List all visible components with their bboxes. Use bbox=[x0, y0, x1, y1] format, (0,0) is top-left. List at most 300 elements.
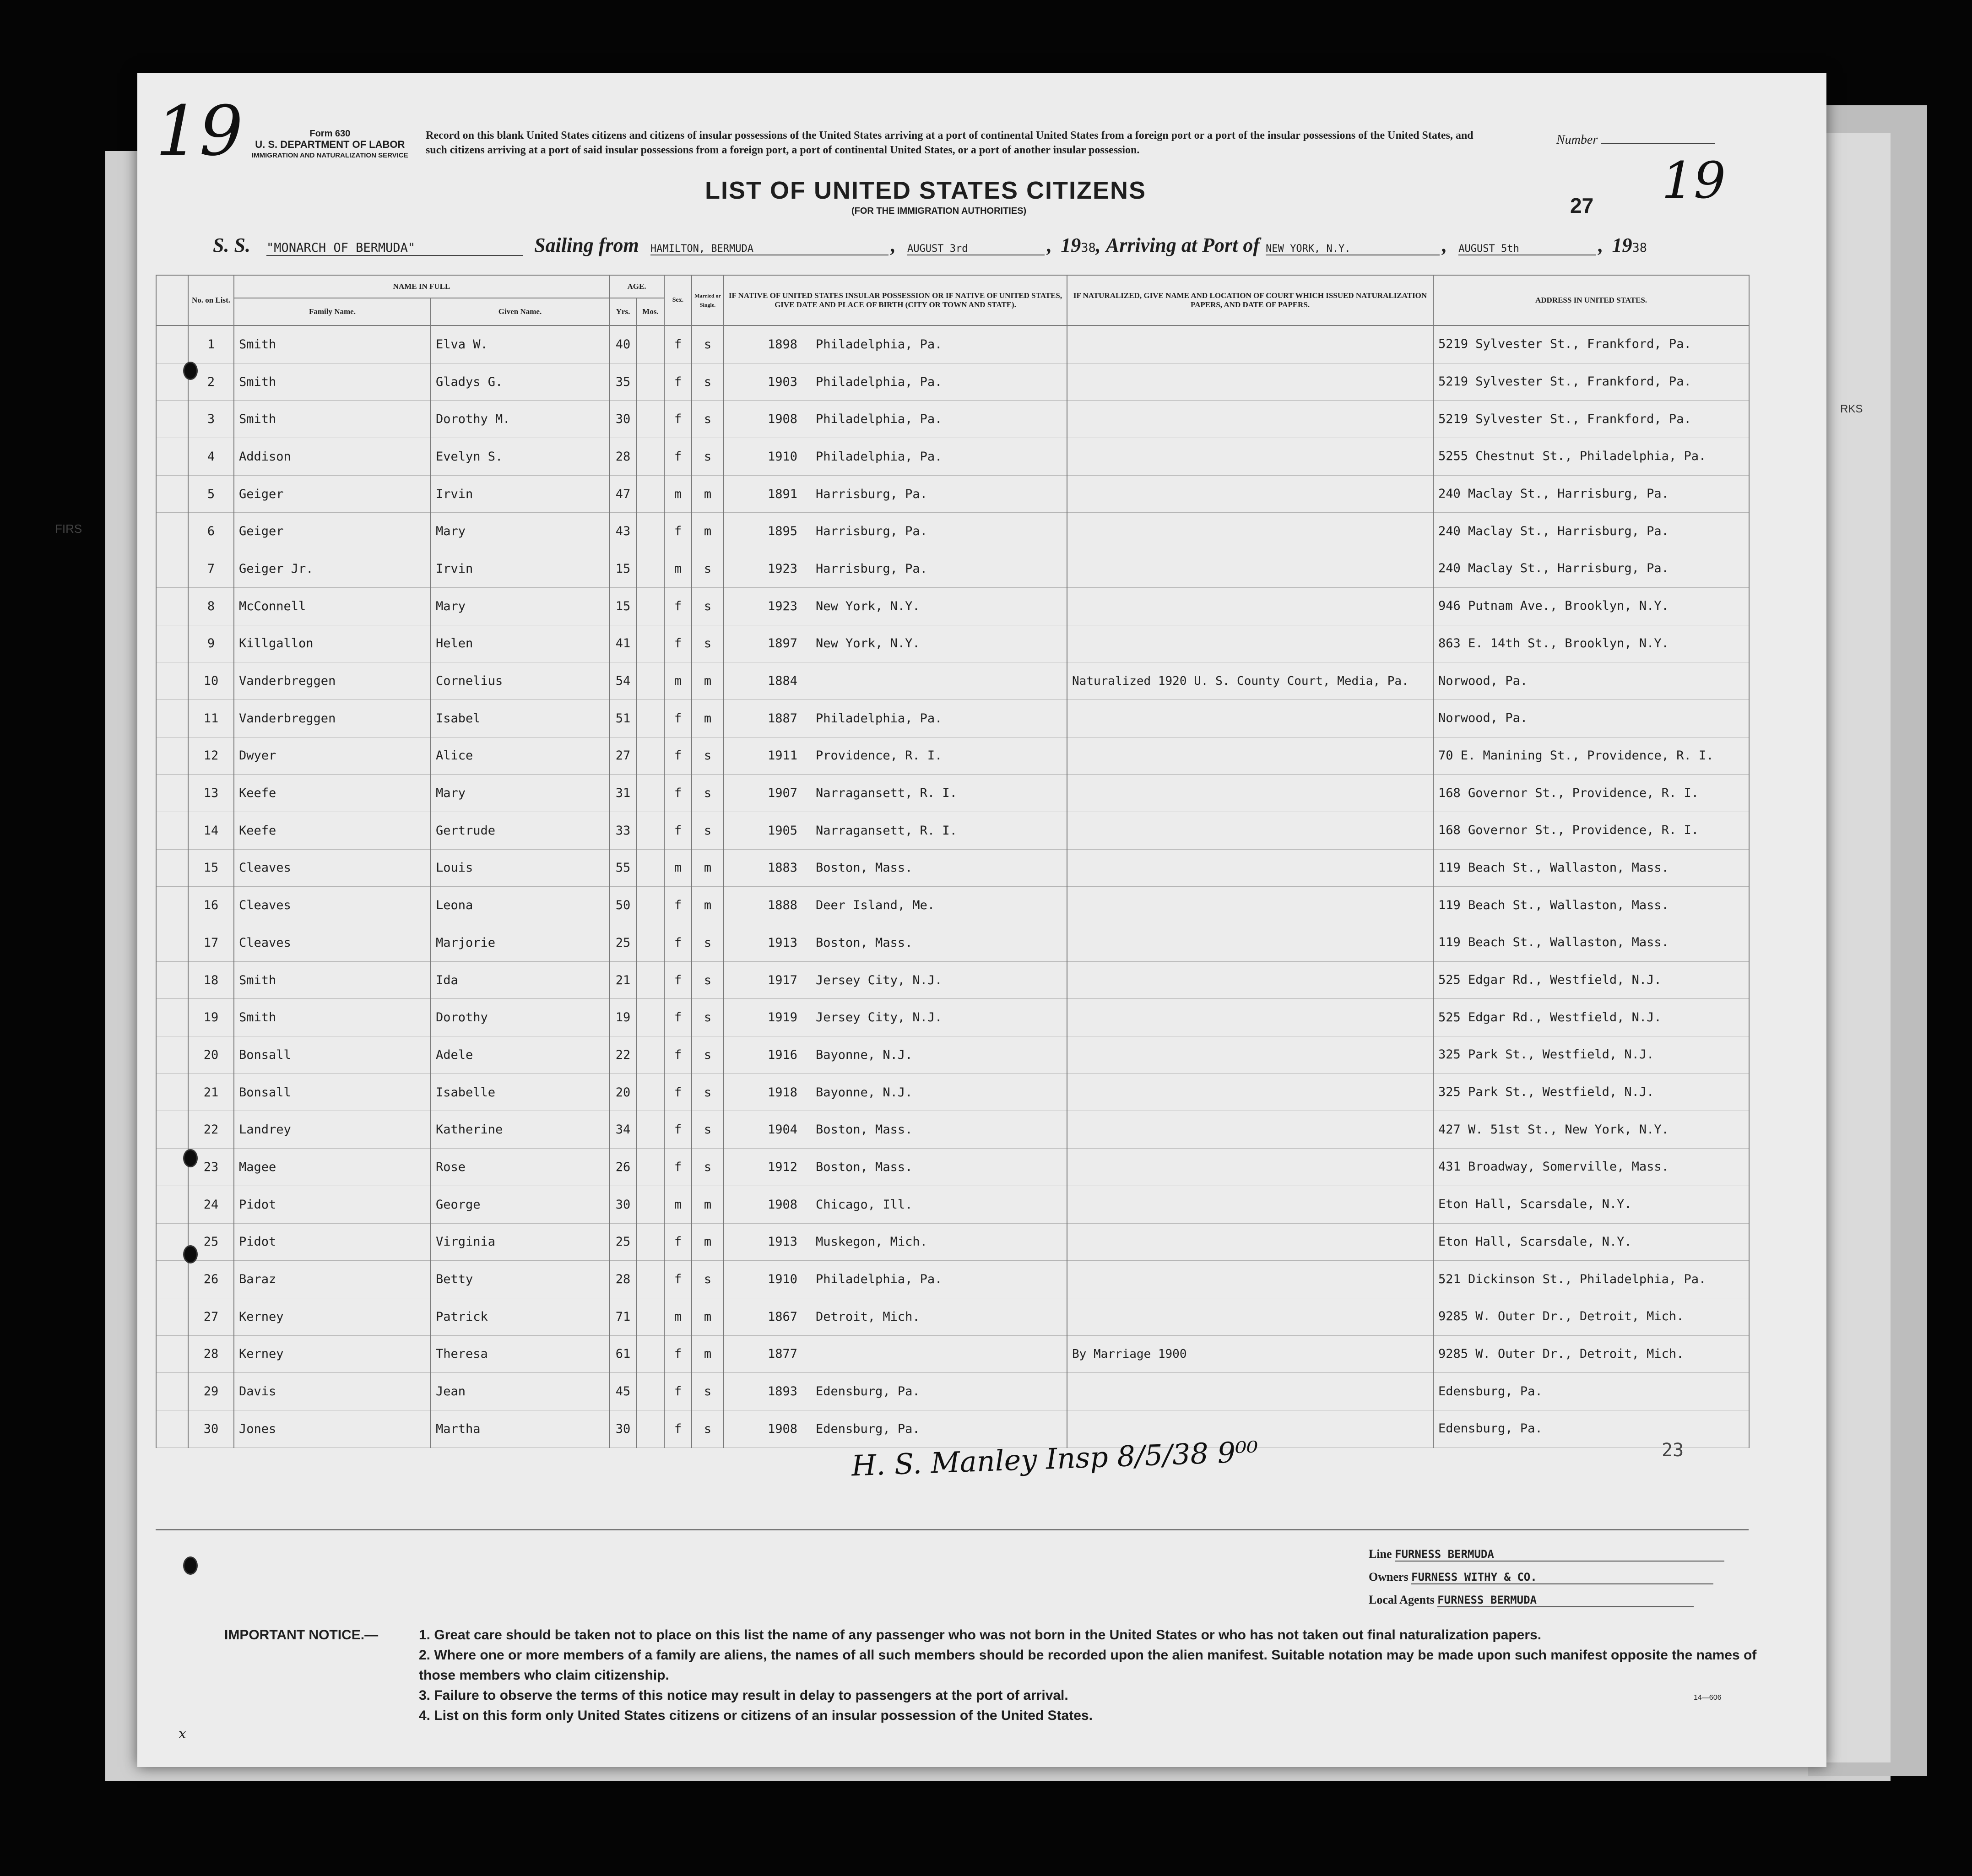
line-label: Line bbox=[1369, 1547, 1392, 1561]
naturalization-info bbox=[1067, 1261, 1433, 1298]
age-years: 61 bbox=[609, 1335, 637, 1373]
birth-year: 1877 bbox=[767, 1347, 798, 1361]
notice-list bbox=[419, 1625, 1774, 1726]
header-yrs: Yrs. bbox=[609, 298, 637, 325]
family-name: Baraz bbox=[234, 1261, 431, 1298]
birth-place: Providence, R. I. bbox=[816, 748, 943, 763]
age-years: 35 bbox=[609, 363, 637, 401]
address-text: 427 W. 51st St., New York, N.Y. bbox=[1438, 1122, 1669, 1137]
margin-cell bbox=[156, 1261, 188, 1298]
margin-cell bbox=[156, 1186, 188, 1223]
birth-info bbox=[724, 849, 1067, 887]
birth-place: Detroit, Mich. bbox=[816, 1309, 920, 1324]
marital-status: m bbox=[692, 699, 724, 737]
naturalization-info bbox=[1067, 1223, 1433, 1261]
age-years: 50 bbox=[609, 887, 637, 924]
address-text: 5219 Sylvester St., Frankford, Pa. bbox=[1438, 337, 1691, 352]
table-row bbox=[156, 887, 1749, 924]
naturalization-text: By Marriage 1900 bbox=[1072, 1347, 1187, 1361]
sex: f bbox=[664, 325, 692, 363]
marital-status: m bbox=[692, 1335, 724, 1373]
address bbox=[1433, 924, 1749, 962]
birth-info bbox=[724, 775, 1067, 812]
row-number: 18 bbox=[188, 961, 234, 999]
row-number: 4 bbox=[188, 438, 234, 476]
margin-cell bbox=[156, 513, 188, 550]
given-name: Helen bbox=[431, 625, 609, 662]
address bbox=[1433, 325, 1749, 363]
age-months bbox=[637, 625, 664, 662]
table-row bbox=[156, 1410, 1749, 1448]
row-number: 14 bbox=[188, 812, 234, 849]
birth-place: New York, N.Y. bbox=[816, 599, 920, 613]
row-number: 2 bbox=[188, 363, 234, 401]
passenger-table bbox=[156, 275, 1750, 1448]
table-row bbox=[156, 699, 1749, 737]
birth-year: 1897 bbox=[767, 636, 798, 651]
birth-year: 1905 bbox=[767, 823, 798, 838]
table-row bbox=[156, 961, 1749, 999]
birth-year: 1883 bbox=[767, 861, 798, 875]
family-name: Geiger bbox=[234, 475, 431, 513]
family-name: Cleaves bbox=[234, 924, 431, 962]
marital-status: s bbox=[692, 1373, 724, 1410]
birth-info bbox=[724, 1410, 1067, 1448]
row-number: 19 bbox=[188, 999, 234, 1036]
address bbox=[1433, 737, 1749, 775]
marital-status: s bbox=[692, 1074, 724, 1111]
side-fragment: RKS bbox=[1840, 403, 1863, 415]
marital-status: s bbox=[692, 737, 724, 775]
naturalization-info bbox=[1067, 325, 1433, 363]
naturalization-info bbox=[1067, 924, 1433, 962]
birth-place: Harrisburg, Pa. bbox=[816, 524, 927, 539]
birth-year: 1923 bbox=[767, 561, 798, 576]
address-text: Eton Hall, Scarsdale, N.Y. bbox=[1438, 1197, 1632, 1212]
header-mos: Mos. bbox=[637, 298, 664, 325]
margin-cell bbox=[156, 812, 188, 849]
birth-place: Narragansett, R. I. bbox=[816, 786, 957, 801]
address bbox=[1433, 438, 1749, 476]
margin-cell bbox=[156, 1298, 188, 1335]
birth-place: Jersey City, N.J. bbox=[816, 973, 943, 987]
family-name: Vanderbreggen bbox=[234, 662, 431, 700]
birth-place: Harrisburg, Pa. bbox=[816, 487, 927, 501]
margin-column-header bbox=[156, 275, 188, 325]
age-months bbox=[637, 513, 664, 550]
naturalization-info bbox=[1067, 1186, 1433, 1223]
age-months bbox=[637, 1149, 664, 1186]
age-years: 40 bbox=[609, 325, 637, 363]
birth-place: Bayonne, N.J. bbox=[816, 1047, 913, 1062]
family-name: Cleaves bbox=[234, 887, 431, 924]
given-name: Theresa bbox=[431, 1335, 609, 1373]
address-text: 431 Broadway, Somerville, Mass. bbox=[1438, 1160, 1669, 1174]
naturalization-info bbox=[1067, 513, 1433, 550]
address-text: Eton Hall, Scarsdale, N.Y. bbox=[1438, 1234, 1632, 1249]
age-months bbox=[637, 1261, 664, 1298]
birth-info bbox=[724, 401, 1067, 438]
given-name: Isabel bbox=[431, 699, 609, 737]
row-number: 20 bbox=[188, 1036, 234, 1074]
table-row bbox=[156, 1373, 1749, 1410]
inspector-signature: H. S. Manley Insp 8/5/38 9⁰⁰ bbox=[851, 1435, 1259, 1483]
row-number: 7 bbox=[188, 550, 234, 588]
family-name: Smith bbox=[234, 401, 431, 438]
sex: f bbox=[664, 625, 692, 662]
age-months bbox=[637, 737, 664, 775]
naturalization-info bbox=[1067, 1373, 1433, 1410]
age-years: 51 bbox=[609, 699, 637, 737]
address-text: 9285 W. Outer Dr., Detroit, Mich. bbox=[1438, 1346, 1684, 1361]
age-years: 54 bbox=[609, 662, 637, 700]
marital-status: m bbox=[692, 1186, 724, 1223]
birth-year: 1898 bbox=[767, 337, 798, 352]
punch-hole bbox=[183, 1149, 198, 1167]
address-text: Norwood, Pa. bbox=[1438, 711, 1528, 726]
voyage-line: S. S. "MONARCH OF BERMUDA" Sailing from HAMILTON, BERMUDA , AUGUST 3rd , 1938, Arriving at Port of NEW YORK, N.Y. , AUGUST 5th , 1938 bbox=[213, 234, 1647, 256]
address bbox=[1433, 999, 1749, 1036]
birth-info bbox=[724, 737, 1067, 775]
family-name: Landrey bbox=[234, 1111, 431, 1149]
birth-place: Harrisburg, Pa. bbox=[816, 561, 927, 576]
owners-value: FURNESS WITHY & CO. bbox=[1411, 1571, 1713, 1584]
print-code: 14—606 bbox=[1694, 1694, 1722, 1702]
age-years: 27 bbox=[609, 737, 637, 775]
age-months bbox=[637, 550, 664, 588]
marital-status: s bbox=[692, 363, 724, 401]
sex: f bbox=[664, 699, 692, 737]
address bbox=[1433, 1373, 1749, 1410]
given-name: Jean bbox=[431, 1373, 609, 1410]
marital-status: m bbox=[692, 1298, 724, 1335]
given-name: Gladys G. bbox=[431, 363, 609, 401]
header-no: No. on List. bbox=[188, 275, 234, 325]
stamp-number: 23 bbox=[1662, 1440, 1684, 1461]
row-number: 16 bbox=[188, 887, 234, 924]
row-number: 10 bbox=[188, 662, 234, 700]
address-text: 5255 Chestnut St., Philadelphia, Pa. bbox=[1438, 449, 1707, 464]
birth-year: 1913 bbox=[767, 935, 798, 950]
address bbox=[1433, 475, 1749, 513]
address bbox=[1433, 775, 1749, 812]
address bbox=[1433, 1335, 1749, 1373]
row-number: 29 bbox=[188, 1373, 234, 1410]
owners-label: Owners bbox=[1369, 1570, 1409, 1583]
age-months bbox=[637, 849, 664, 887]
row-number: 21 bbox=[188, 1074, 234, 1111]
given-name: Martha bbox=[431, 1410, 609, 1448]
sex: m bbox=[664, 662, 692, 700]
marital-status: m bbox=[692, 662, 724, 700]
birth-year: 1913 bbox=[767, 1235, 798, 1249]
table-row bbox=[156, 849, 1749, 887]
family-name: Geiger Jr. bbox=[234, 550, 431, 588]
family-name: Pidot bbox=[234, 1223, 431, 1261]
page-number: 27 bbox=[1570, 194, 1594, 217]
naturalization-info bbox=[1067, 625, 1433, 662]
line-field bbox=[1369, 1547, 1724, 1562]
birth-info bbox=[724, 513, 1067, 550]
line-value: FURNESS BERMUDA bbox=[1395, 1548, 1724, 1562]
given-name: Mary bbox=[431, 587, 609, 625]
age-months bbox=[637, 1410, 664, 1448]
header-age: AGE. bbox=[609, 275, 664, 298]
age-years: 15 bbox=[609, 587, 637, 625]
margin-cell bbox=[156, 887, 188, 924]
header-address: ADDRESS IN UNITED STATES. bbox=[1433, 275, 1749, 325]
naturalization-info bbox=[1067, 1335, 1433, 1373]
given-name: Dorothy bbox=[431, 999, 609, 1036]
row-number: 26 bbox=[188, 1261, 234, 1298]
family-name: Dwyer bbox=[234, 737, 431, 775]
naturalization-info bbox=[1067, 775, 1433, 812]
birth-place: Edensburg, Pa. bbox=[816, 1384, 920, 1399]
address-text: 70 E. Manining St., Providence, R. I. bbox=[1438, 748, 1714, 763]
sex: f bbox=[664, 1223, 692, 1261]
given-name: Adele bbox=[431, 1036, 609, 1074]
age-years: 43 bbox=[609, 513, 637, 550]
given-name: Mary bbox=[431, 775, 609, 812]
sex: f bbox=[664, 438, 692, 476]
address-text: 525 Edgar Rd., Westfield, N.J. bbox=[1438, 973, 1662, 987]
address-text: 9285 W. Outer Dr., Detroit, Mich. bbox=[1438, 1309, 1684, 1324]
marital-status: s bbox=[692, 438, 724, 476]
given-name: Louis bbox=[431, 849, 609, 887]
birth-year: 1911 bbox=[767, 748, 798, 763]
row-number: 8 bbox=[188, 587, 234, 625]
agents-field bbox=[1369, 1593, 1694, 1607]
marital-status: m bbox=[692, 849, 724, 887]
record-instructions: Record on this blank United States citizens and citizens of insular possessions of the United States arriving at a port of continental United States from a foreign port or a port of the insular possessions of the United States, and such citizens arriving at a port of said insular possessions from a foreign port, a port of continental United States, or a port of another insular possession. bbox=[426, 130, 1474, 156]
birth-info bbox=[724, 1036, 1067, 1074]
age-years: 47 bbox=[609, 475, 637, 513]
address bbox=[1433, 1149, 1749, 1186]
family-name: Magee bbox=[234, 1149, 431, 1186]
margin-cell bbox=[156, 999, 188, 1036]
family-name: Smith bbox=[234, 961, 431, 999]
birth-year: 1910 bbox=[767, 449, 798, 464]
age-months bbox=[637, 1036, 664, 1074]
margin-cell bbox=[156, 775, 188, 812]
margin-cell bbox=[156, 924, 188, 962]
family-name: Addison bbox=[234, 438, 431, 476]
family-name: Kerney bbox=[234, 1298, 431, 1335]
age-years: 22 bbox=[609, 1036, 637, 1074]
naturalization-info bbox=[1067, 1074, 1433, 1111]
punch-hole bbox=[183, 1556, 198, 1575]
row-number: 22 bbox=[188, 1111, 234, 1149]
given-name: Virginia bbox=[431, 1223, 609, 1261]
address-text: Edensburg, Pa. bbox=[1438, 1384, 1543, 1399]
sex: f bbox=[664, 1149, 692, 1186]
address bbox=[1433, 513, 1749, 550]
marital-status: s bbox=[692, 961, 724, 999]
marital-status: s bbox=[692, 1410, 724, 1448]
page-subtitle: (FOR THE IMMIGRATION AUTHORITIES) bbox=[851, 206, 1027, 216]
handwritten-number-right: 19 bbox=[1662, 151, 1726, 210]
sailing-label: Sailing from bbox=[534, 234, 639, 256]
birth-info bbox=[724, 887, 1067, 924]
age-months bbox=[637, 1335, 664, 1373]
birth-place: Boston, Mass. bbox=[816, 861, 913, 875]
birth-year: 1923 bbox=[767, 599, 798, 613]
age-years: 30 bbox=[609, 1186, 637, 1223]
birth-year: 1912 bbox=[767, 1160, 798, 1174]
marital-status: m bbox=[692, 1223, 724, 1261]
birth-year: 1916 bbox=[767, 1047, 798, 1062]
given-name: Cornelius bbox=[431, 662, 609, 700]
row-number: 24 bbox=[188, 1186, 234, 1223]
age-years: 31 bbox=[609, 775, 637, 812]
table-row bbox=[156, 1298, 1749, 1335]
given-name: Irvin bbox=[431, 550, 609, 588]
address-text: 168 Governor St., Providence, R. I. bbox=[1438, 823, 1699, 838]
birth-place: Edensburg, Pa. bbox=[816, 1421, 920, 1436]
notice-item: 1. Great care should be taken not to place on this list the name of any passenger who was not born in the United States or who has not taken out final naturalization papers. bbox=[419, 1627, 1542, 1643]
number-line bbox=[1601, 143, 1715, 144]
address bbox=[1433, 401, 1749, 438]
age-months bbox=[637, 1373, 664, 1410]
marital-status: s bbox=[692, 325, 724, 363]
given-name: Mary bbox=[431, 513, 609, 550]
age-years: 33 bbox=[609, 812, 637, 849]
age-months bbox=[637, 1186, 664, 1223]
row-number: 27 bbox=[188, 1298, 234, 1335]
arriving-date: AUGUST 5th bbox=[1458, 243, 1596, 255]
address bbox=[1433, 587, 1749, 625]
arriving-label: Arriving at Port of bbox=[1105, 234, 1260, 256]
margin-cell bbox=[156, 401, 188, 438]
agents-value: FURNESS BERMUDA bbox=[1437, 1594, 1694, 1607]
address bbox=[1433, 699, 1749, 737]
sex: f bbox=[664, 737, 692, 775]
marital-status: s bbox=[692, 1036, 724, 1074]
naturalization-info bbox=[1067, 699, 1433, 737]
birth-year: 1917 bbox=[767, 973, 798, 987]
sex: f bbox=[664, 401, 692, 438]
given-name: Betty bbox=[431, 1261, 609, 1298]
birth-year: 1908 bbox=[767, 1421, 798, 1436]
address-text: 119 Beach St., Wallaston, Mass. bbox=[1438, 898, 1669, 912]
birth-year: 1904 bbox=[767, 1122, 798, 1137]
address bbox=[1433, 961, 1749, 999]
form-number: Form 630 bbox=[309, 129, 351, 139]
row-number: 23 bbox=[188, 1149, 234, 1186]
address-text: 5219 Sylvester St., Frankford, Pa. bbox=[1438, 412, 1691, 426]
row-number: 6 bbox=[188, 513, 234, 550]
sailing-year: 38 bbox=[1081, 241, 1096, 255]
naturalization-info bbox=[1067, 812, 1433, 849]
birth-info bbox=[724, 438, 1067, 476]
footer-rule bbox=[156, 1529, 1749, 1530]
birth-place: Jersey City, N.J. bbox=[816, 1010, 943, 1025]
address bbox=[1433, 550, 1749, 588]
punch-hole bbox=[183, 1245, 198, 1263]
age-months bbox=[637, 812, 664, 849]
birth-year: 1918 bbox=[767, 1085, 798, 1100]
address-text: 240 Maclay St., Harrisburg, Pa. bbox=[1438, 524, 1669, 538]
family-name: Smith bbox=[234, 325, 431, 363]
table-row bbox=[156, 1261, 1749, 1298]
agents-label: Local Agents bbox=[1369, 1593, 1435, 1606]
address bbox=[1433, 812, 1749, 849]
sex: m bbox=[664, 475, 692, 513]
birth-year: 1884 bbox=[767, 674, 798, 689]
address bbox=[1433, 662, 1749, 700]
age-years: 21 bbox=[609, 961, 637, 999]
header-birth: IF NATIVE OF UNITED STATES INSULAR POSSESSION OR IF NATIVE OF UNITED STATES, GIVE DATE AND PLACE OF BIRTH (CITY OR TOWN AND STATE). bbox=[724, 275, 1067, 325]
family-name: Geiger bbox=[234, 513, 431, 550]
marital-status: s bbox=[692, 401, 724, 438]
naturalization-info bbox=[1067, 1298, 1433, 1335]
naturalization-info bbox=[1067, 475, 1433, 513]
header-naturalized: IF NATURALIZED, GIVE NAME AND LOCATION OF COURT WHICH ISSUED NATURALIZATION PAPERS, AND DATE OF PAPERS. bbox=[1067, 275, 1433, 325]
table-row bbox=[156, 475, 1749, 513]
birth-year: 1907 bbox=[767, 786, 798, 801]
row-number: 17 bbox=[188, 924, 234, 962]
margin-cell bbox=[156, 1410, 188, 1448]
row-number: 12 bbox=[188, 737, 234, 775]
row-number: 3 bbox=[188, 401, 234, 438]
birth-info bbox=[724, 662, 1067, 700]
table-row bbox=[156, 775, 1749, 812]
sex: m bbox=[664, 1186, 692, 1223]
age-months bbox=[637, 999, 664, 1036]
address bbox=[1433, 1298, 1749, 1335]
row-number: 15 bbox=[188, 849, 234, 887]
family-name: Killgallon bbox=[234, 625, 431, 662]
birth-info bbox=[724, 1223, 1067, 1261]
margin-cell bbox=[156, 325, 188, 363]
family-name: Bonsall bbox=[234, 1036, 431, 1074]
birth-place: Narragansett, R. I. bbox=[816, 823, 957, 838]
birth-info bbox=[724, 625, 1067, 662]
birth-place: Philadelphia, Pa. bbox=[816, 449, 943, 464]
margin-cell bbox=[156, 737, 188, 775]
address bbox=[1433, 1111, 1749, 1149]
birth-year: 1888 bbox=[767, 898, 798, 913]
margin-cell bbox=[156, 961, 188, 999]
number-field bbox=[1556, 133, 1715, 147]
birth-place: Boston, Mass. bbox=[816, 1160, 913, 1174]
ship-name: "MONARCH OF BERMUDA" bbox=[266, 241, 523, 256]
table-row bbox=[156, 999, 1749, 1036]
sex: f bbox=[664, 587, 692, 625]
given-name: Isabelle bbox=[431, 1074, 609, 1111]
address bbox=[1433, 1036, 1749, 1074]
address-text: Norwood, Pa. bbox=[1438, 673, 1528, 688]
sex: f bbox=[664, 363, 692, 401]
given-name: Leona bbox=[431, 887, 609, 924]
family-name: Keefe bbox=[234, 812, 431, 849]
birth-year: 1919 bbox=[767, 1010, 798, 1025]
marital-status: s bbox=[692, 1261, 724, 1298]
given-name: Dorothy M. bbox=[431, 401, 609, 438]
family-name: Cleaves bbox=[234, 849, 431, 887]
margin-cell bbox=[156, 699, 188, 737]
row-number: 5 bbox=[188, 475, 234, 513]
birth-info bbox=[724, 587, 1067, 625]
row-number: 9 bbox=[188, 625, 234, 662]
address-text: 863 E. 14th St., Brooklyn, N.Y. bbox=[1438, 636, 1669, 651]
table-row bbox=[156, 1111, 1749, 1149]
sex: f bbox=[664, 1373, 692, 1410]
age-years: 30 bbox=[609, 401, 637, 438]
marital-status: s bbox=[692, 1149, 724, 1186]
naturalization-info bbox=[1067, 737, 1433, 775]
naturalization-info bbox=[1067, 401, 1433, 438]
